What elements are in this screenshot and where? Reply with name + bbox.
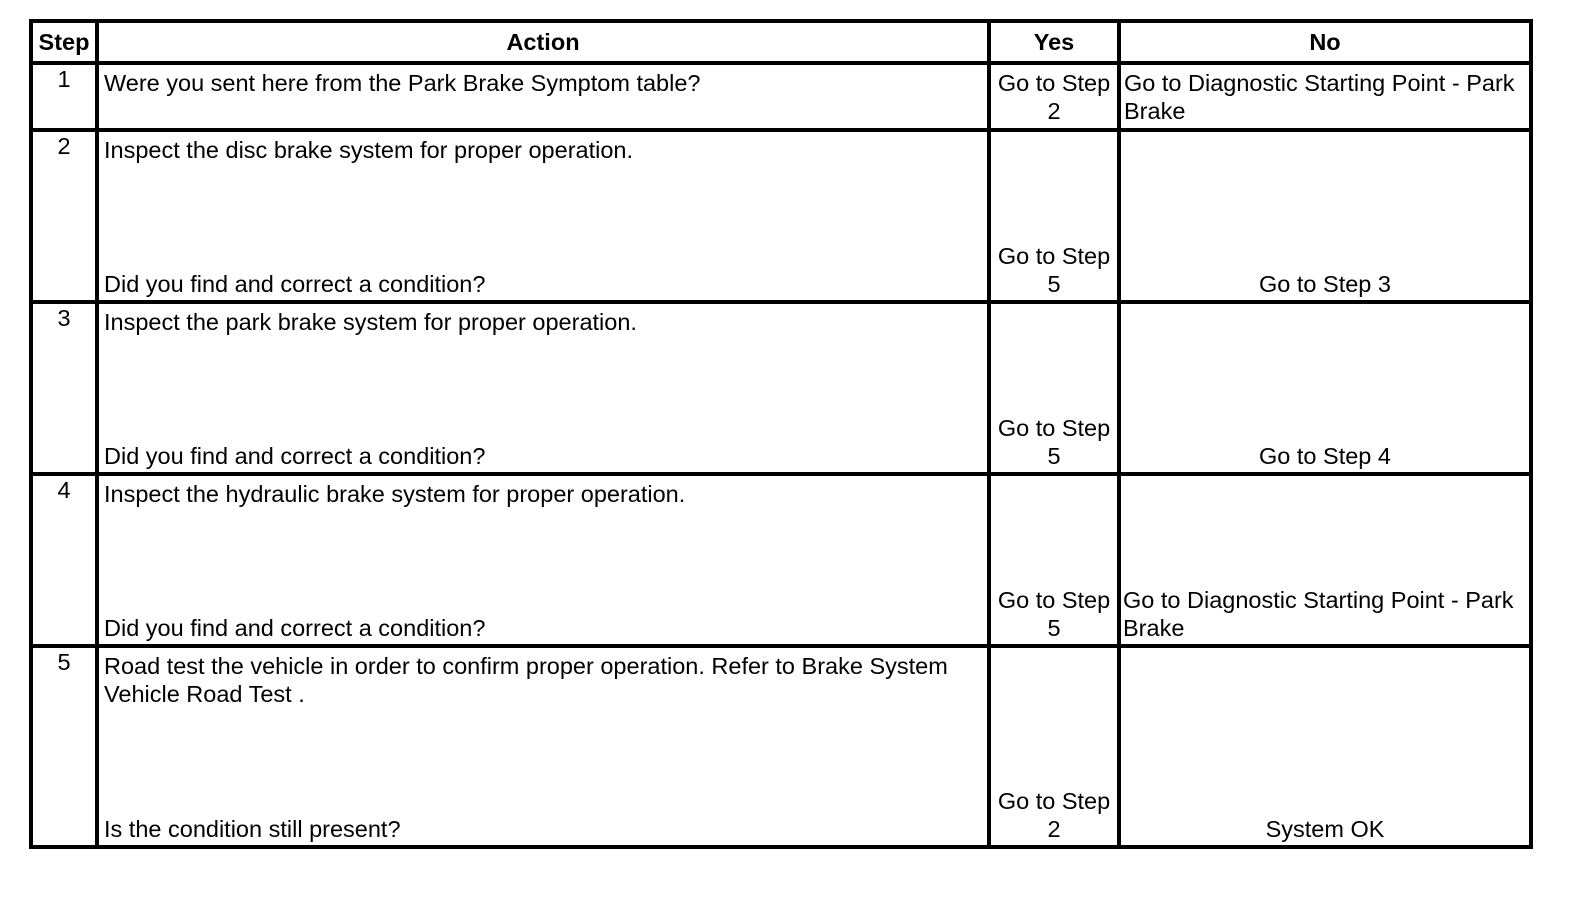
action-text: Inspect the disc brake system for proper operation. [104, 137, 634, 163]
step-number: 1 [31, 63, 97, 130]
yes-link[interactable]: Go to Step 5 [997, 587, 1111, 641]
action-text: Road test the vehicle in order to confirm proper operation. Refer to Brake System Vehicle Road Test . [104, 653, 948, 707]
step-number: 5 [31, 646, 97, 847]
table-row [31, 646, 1531, 847]
action-cell [97, 302, 989, 474]
action-question: Did you find and correct a condition? [104, 615, 486, 641]
action-cell [97, 63, 989, 130]
action-cell [97, 474, 989, 646]
action-text: Inspect the hydraulic brake system for proper operation. [104, 481, 686, 507]
action-text: Were you sent here from the Park Brake Symptom table? [104, 70, 701, 96]
step-number: 4 [31, 474, 97, 646]
step-number: 3 [31, 302, 97, 474]
yes-cell [989, 302, 1119, 474]
no-cell [1119, 63, 1531, 130]
yes-cell [989, 63, 1119, 130]
no-cell [1119, 646, 1531, 847]
no-link[interactable]: Go to Step 4 [1259, 443, 1391, 469]
table-row [31, 63, 1531, 130]
action-question: Did you find and correct a condition? [104, 271, 486, 297]
action-question: Did you find and correct a condition? [104, 443, 486, 469]
yes-cell [989, 474, 1119, 646]
action-cell [97, 646, 989, 847]
yes-cell [989, 646, 1119, 847]
yes-link[interactable]: Go to Step 5 [997, 243, 1111, 297]
yes-link[interactable]: Go to Step 2 [997, 788, 1111, 842]
yes-link[interactable]: Go to Step 5 [997, 415, 1111, 469]
no-link[interactable]: Go to Diagnostic Starting Point - Park Brake [1123, 587, 1514, 641]
header-yes: Yes [989, 21, 1119, 63]
table-row [31, 130, 1531, 302]
table-row [31, 474, 1531, 646]
yes-cell [989, 130, 1119, 302]
no-cell [1119, 130, 1531, 302]
no-link[interactable]: Go to Diagnostic Starting Point - Park Brake [1124, 70, 1515, 124]
header-no: No [1119, 21, 1531, 63]
no-link[interactable]: Go to Step 3 [1259, 271, 1391, 297]
no-link[interactable]: System OK [1265, 816, 1385, 842]
no-cell [1119, 302, 1531, 474]
diagnostic-table [29, 19, 1533, 849]
action-text: Inspect the park brake system for proper operation. [104, 309, 637, 335]
table-row [31, 302, 1531, 474]
yes-link[interactable]: Go to Step 2 [997, 70, 1111, 124]
header-step: Step [31, 21, 97, 63]
no-cell [1119, 474, 1531, 646]
header-action: Action [97, 21, 989, 63]
action-question: Is the condition still present? [104, 816, 401, 842]
header-row [31, 21, 1531, 63]
action-cell [97, 130, 989, 302]
step-number: 2 [31, 130, 97, 302]
